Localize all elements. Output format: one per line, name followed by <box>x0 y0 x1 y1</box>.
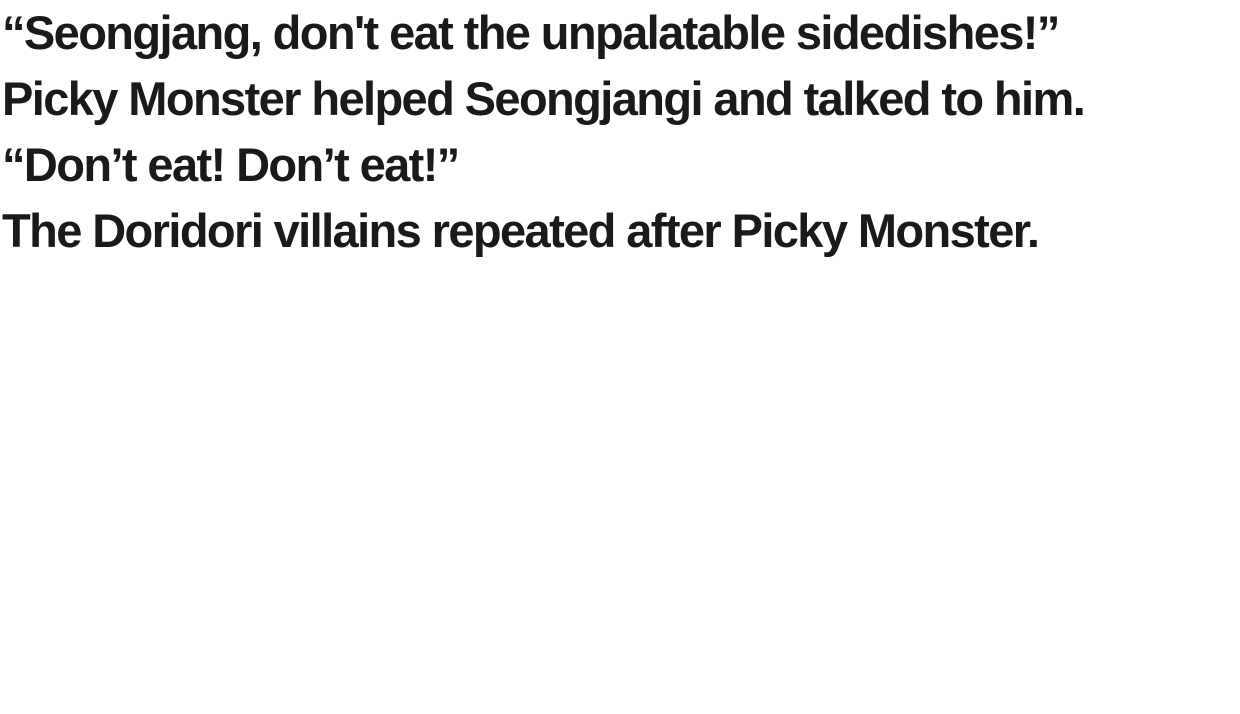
story-text <box>0 0 1240 264</box>
story-line-2: Picky Monster helped Seongjangi and talked to him. <box>2 72 1085 125</box>
story-line-3: “Don’t eat! Don’t eat!” <box>2 138 459 191</box>
story-line-4: The Doridori villains repeated after Picky Monster. <box>2 204 1039 257</box>
story-line-1: “Seongjang, don't eat the unpalatable sidedishes!” <box>2 6 1059 59</box>
